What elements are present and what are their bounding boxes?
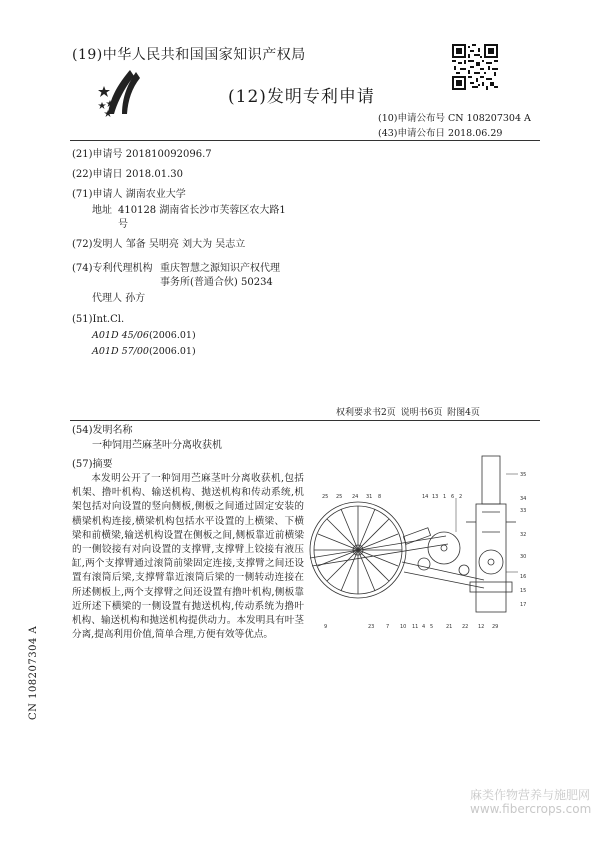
label-top: 1 (443, 494, 447, 500)
ipc-version: (2006.01) (148, 330, 196, 341)
invention-title: 一种饲用苎麻茎叶分离收获机 (92, 440, 222, 451)
ipc-version: (2006.01) (148, 346, 196, 357)
label-right: 35 (520, 472, 527, 478)
publication-number: (10)申请公布号 CN 108207304 A (378, 113, 531, 124)
label-bottom: 29 (492, 624, 499, 630)
label-bottom: 4 (422, 624, 426, 630)
label-top: 8 (378, 494, 382, 500)
label-right: 16 (520, 574, 527, 580)
label-top: 31 (366, 494, 373, 500)
inventors-row (72, 238, 245, 251)
address-line-1: 410128 湖南省长沙市芙蓉区农大路1 (118, 205, 286, 216)
label-top: 24 (352, 494, 359, 500)
applicant-row (72, 188, 186, 201)
ipc-entry-1 (92, 330, 196, 341)
agent-label: 代理人 (92, 293, 122, 304)
label-bottom: 7 (386, 624, 390, 630)
office-name: (19)中华人民共和国国家知识产权局 (72, 47, 306, 63)
label-bottom: 22 (462, 624, 469, 630)
agent: 孙方 (125, 293, 146, 304)
ipc-code: A01D 45/06 (92, 330, 149, 341)
watermark-text: 麻类作物营养与施肥网 (470, 788, 591, 802)
label-right: 33 (520, 508, 527, 514)
label-top: 13 (432, 494, 439, 500)
document-type: (12)发明专利申请 (228, 87, 375, 107)
label-bottom: 5 (430, 624, 434, 630)
label-right: 34 (520, 496, 527, 502)
label-top: 25 (322, 494, 329, 500)
abstract-label: (57)摘要 (72, 459, 113, 470)
ipc-label: (51)Int.Cl. (72, 314, 125, 325)
agent-row (92, 292, 145, 305)
ipc-code: A01D 57/00 (92, 346, 149, 357)
page-counts: 权利要求书2页 说明书6页 附图4页 (336, 408, 480, 418)
ipc-entry-2 (92, 346, 196, 357)
label-top: 6 (451, 494, 455, 500)
label-bottom: 23 (368, 624, 375, 630)
invention-title-label: (54)发明名称 (72, 425, 133, 436)
label-top: 2 (459, 494, 463, 500)
label-right: 17 (520, 602, 527, 608)
label-top: 14 (422, 494, 429, 500)
application-date-label: (22)申请日 (72, 169, 123, 180)
label-right: 30 (520, 554, 527, 560)
address-label: 地址 (92, 205, 112, 216)
label-right: 15 (520, 588, 527, 594)
figure-drawing (310, 456, 518, 612)
label-bottom: 21 (446, 624, 453, 630)
application-number-label: (21)申请号 (72, 149, 123, 160)
abstract-figure (306, 452, 536, 636)
agency-line-1: 重庆智慧之源知识产权代理 (160, 263, 280, 274)
inventors-label: (72)发明人 (72, 239, 123, 250)
application-date-row (72, 168, 183, 181)
watermark-url: www.fibercrops.com (470, 802, 592, 816)
agency-label: (74)专利代理机构 (72, 263, 153, 274)
label-bottom: 12 (478, 624, 485, 630)
application-number-row (72, 148, 212, 161)
header-divider (70, 140, 540, 141)
agency-line-2: 事务所(普通合伙) 50234 (160, 277, 273, 288)
label-bottom: 9 (324, 624, 328, 630)
applicant-label: (71)申请人 (72, 189, 123, 200)
label-bottom: 10 (400, 624, 407, 630)
address-line-2: 号 (118, 219, 128, 230)
publication-date: (43)申请公布日 2018.06.29 (378, 128, 503, 139)
label-top: 25 (336, 494, 343, 500)
application-number: 201810092096.7 (125, 149, 212, 160)
application-date: 2018.01.30 (125, 169, 183, 180)
side-publication-id: CN 108207304 A (28, 625, 39, 720)
label-bottom: 11 (412, 624, 419, 630)
applicant: 湖南农业大学 (125, 189, 186, 200)
label-right: 32 (520, 532, 527, 538)
inventors: 邹备 吴明亮 刘大为 吴志立 (125, 239, 246, 250)
body-divider (70, 420, 540, 421)
qr-code-icon (452, 44, 498, 90)
abstract-text: 本发明公开了一种饲用苎麻茎叶分离收获机,包括机架、撸叶机构、输送机构、抛送机构和传动系统,机架包括对向设置的竖向侧板,侧板之间通过固定安装的横梁机构连接,横梁机构包括水平设置的上横梁、下横梁和前横梁,输送机构设置在侧板之间,侧板靠近前横梁的一侧铰接有对向设置的支撑臂,支撑臂上铰接有液压缸,两个支撑臂通过滚筒前梁固定连接,支撑臂之间还设置有滚筒后梁,支撑臂靠近滚筒后梁的一侧转动连接在所述侧板上,两个支撑臂之间还设置有撸叶机构,侧板靠近所述下横梁的一侧设置有抛送机构,传动系统为撸叶机构、输送机构和抛送机构提供动力。本发明具有叶茎分离,提高利用价值,简单合理,方便有效等优点。 (72, 473, 304, 641)
cnipa-emblem-icon (96, 64, 156, 120)
